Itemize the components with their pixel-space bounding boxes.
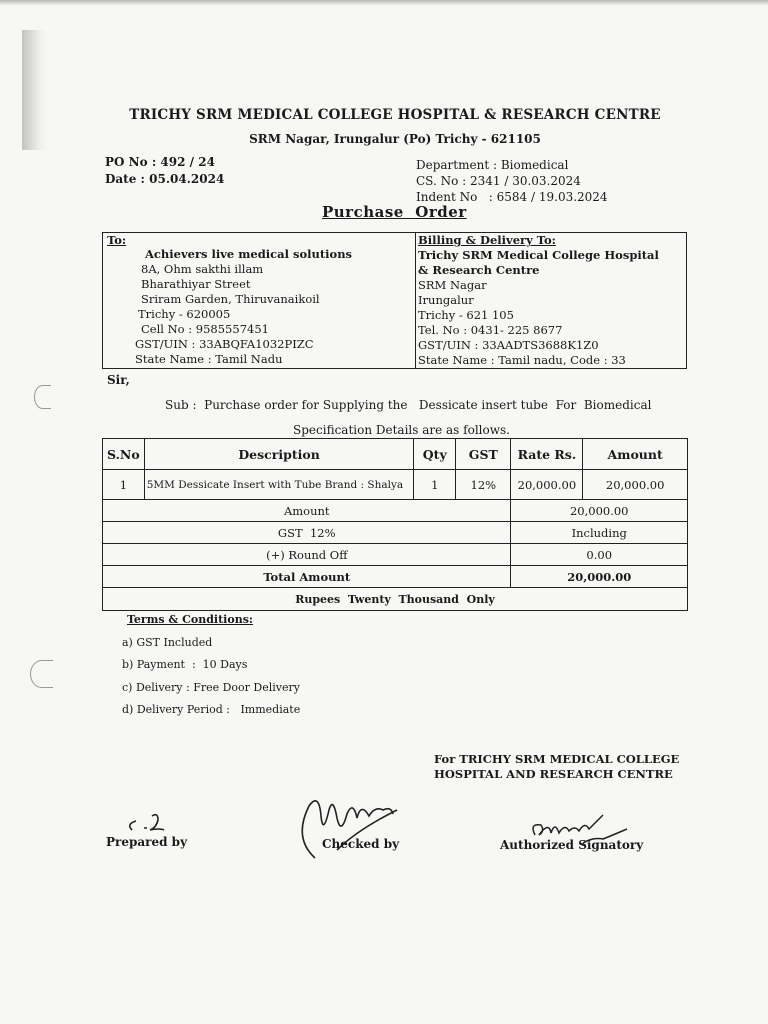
cell-qty: 1	[414, 470, 456, 500]
prepared-signature	[118, 808, 188, 838]
billing-state: State Name : Tamil nadu, Code : 33	[418, 353, 626, 367]
org-address: SRM Nagar, Irungalur (Po) Trichy - 621105	[249, 132, 541, 146]
billing-name: Trichy SRM Medical College Hospital	[418, 248, 659, 262]
summary-row	[103, 500, 688, 522]
po-no-label: PO No	[105, 155, 148, 169]
vendor-line: 8A, Ohm sakthi illam	[141, 262, 264, 276]
summary-label: GST 12%	[103, 522, 511, 544]
summary-value: 0.00	[511, 544, 688, 566]
authorized-signatory-label: Authorized Signatory	[500, 838, 644, 852]
table-header-row	[103, 439, 688, 470]
po-info	[105, 154, 224, 188]
col-header: GST	[456, 439, 511, 470]
cell-sno: 1	[103, 470, 145, 500]
billing-phone: Tel. No : 0431- 225 8677	[418, 323, 563, 337]
term-item: b) Payment : 10 Days	[122, 658, 248, 671]
billing-line: Irungalur	[418, 293, 474, 307]
col-header: Rate Rs.	[511, 439, 583, 470]
total-value: 20,000.00	[511, 566, 688, 588]
summary-row	[103, 544, 688, 566]
for-organization	[434, 752, 679, 782]
summary-value: 20,000.00	[511, 500, 688, 522]
cell-amount: 20,000.00	[583, 470, 688, 500]
department: Department : Biomedical	[416, 158, 569, 172]
document-title: Purchase Order	[322, 203, 467, 221]
punch-hole-mark	[34, 385, 51, 409]
vendor-line: Bharathiyar Street	[141, 277, 251, 291]
summary-row	[103, 522, 688, 544]
billing-name: & Research Centre	[418, 263, 540, 277]
col-header: Amount	[583, 439, 688, 470]
vendor-line: Sriram Garden, Thiruvanaikoil	[141, 292, 320, 306]
for-org-line: For TRICHY SRM MEDICAL COLLEGE	[434, 752, 680, 766]
amount-in-words-row	[103, 588, 688, 611]
total-row	[103, 566, 688, 588]
for-org-line: HOSPITAL AND RESEARCH CENTRE	[434, 767, 673, 781]
vendor-gst: GST/UIN : 33ABQFA1032PIZC	[135, 337, 314, 351]
spec-line: Specification Details are as follows.	[293, 423, 510, 437]
org-name: TRICHY SRM MEDICAL COLLEGE HOSPITAL & RESEARCH CENTRE	[129, 107, 661, 123]
term-item: d) Delivery Period : Immediate	[122, 703, 301, 716]
term-item: c) Delivery : Free Door Delivery	[122, 681, 300, 694]
vendor-name: Achievers live medical solutions	[145, 247, 353, 261]
table-row	[103, 470, 688, 500]
summary-label: Amount	[103, 500, 511, 522]
vendor-address	[103, 233, 416, 368]
punch-hole-mark	[30, 660, 53, 688]
billing-line: Trichy - 621 105	[418, 308, 514, 322]
col-header: S.No	[103, 439, 145, 470]
po-date: : 05.04.2024	[140, 172, 225, 186]
vendor-state: State Name : Tamil Nadu	[135, 352, 283, 366]
salutation: Sir,	[107, 373, 130, 387]
vendor-line: Cell No : 9585557451	[141, 322, 269, 336]
po-no: : 492 / 24	[151, 155, 215, 169]
subject-line: Sub : Purchase order for Supplying the Dessicate insert tube For Biomedical	[165, 398, 652, 412]
term-item: a) GST Included	[122, 636, 213, 649]
billing-line: SRM Nagar	[418, 278, 487, 292]
billing-address	[416, 233, 686, 368]
checked-signature	[285, 788, 415, 868]
terms-heading: Terms & Conditions:	[127, 613, 253, 626]
billing-label: Billing & Delivery To:	[418, 233, 556, 247]
to-label: To:	[107, 233, 127, 247]
col-header: Description	[144, 439, 414, 470]
vendor-line: Trichy - 620005	[138, 307, 231, 321]
address-box	[102, 232, 687, 369]
cell-description: 5MM Dessicate Insert with Tube Brand : Shalya	[144, 470, 414, 500]
scan-top-edge	[0, 0, 768, 6]
summary-value: Including	[511, 522, 688, 544]
billing-gst: GST/UIN : 33AADTS3688K1Z0	[418, 338, 599, 352]
summary-label: (+) Round Off	[103, 544, 511, 566]
items-table	[102, 438, 688, 611]
cell-gst: 12%	[456, 470, 511, 500]
department-info	[416, 157, 608, 205]
date-label: Date	[105, 172, 137, 186]
indent-no: Indent No : 6584 / 19.03.2024	[416, 190, 608, 204]
cell-rate: 20,000.00	[511, 470, 583, 500]
cs-no: CS. No : 2341 / 30.03.2024	[416, 174, 581, 188]
prepared-by-label: Prepared by	[106, 835, 188, 849]
col-header: Qty	[414, 439, 456, 470]
total-label: Total Amount	[103, 566, 511, 588]
checked-by-label: Checked by	[322, 837, 400, 851]
amount-in-words: Rupees Twenty Thousand Only	[103, 588, 688, 611]
